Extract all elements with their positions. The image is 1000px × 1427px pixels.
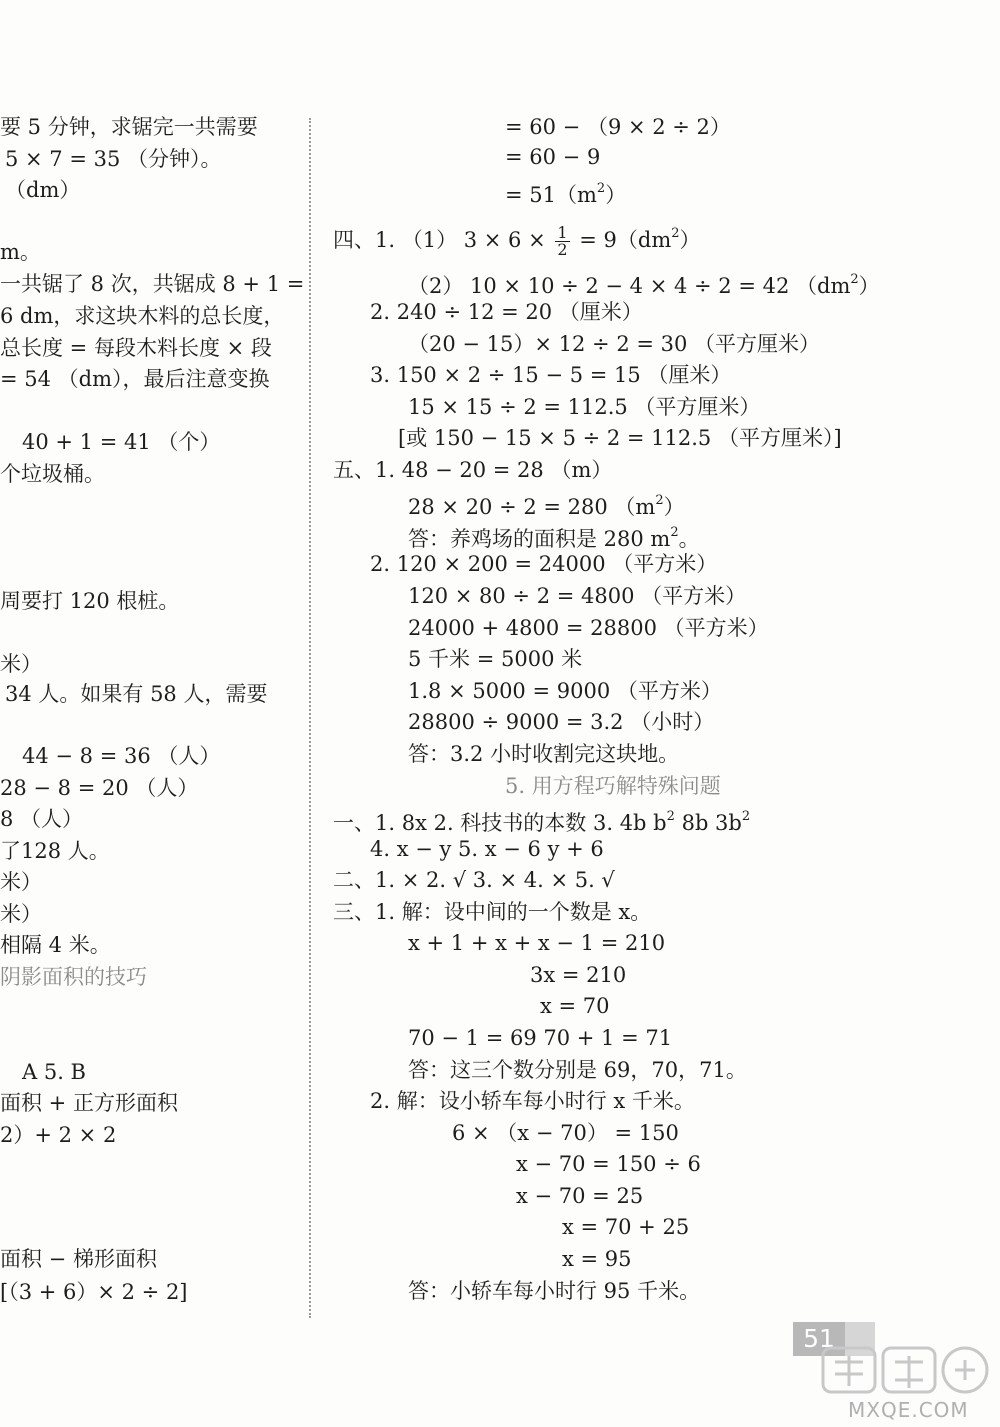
left-section-title: 阴影面积的技巧: [0, 965, 147, 989]
answer-text: 28 × 20 ÷ 2 = 280 （m: [408, 495, 656, 519]
answer-line: 答：这三个数分别是 69，70，71。: [408, 1058, 747, 1082]
answer-line: x = 95: [562, 1247, 632, 1271]
answer-line: [408, 487, 685, 521]
answer-line: （20 − 15）× 12 ÷ 2 = 30 （平方厘米）: [408, 332, 821, 356]
answer-line: 2. 240 ÷ 12 = 20 （厘米）: [370, 300, 643, 324]
answer-line: 答：3.2 小时收割完这块地。: [408, 742, 680, 766]
left-line: 个垃圾桶。: [0, 462, 105, 486]
answer-line: x − 70 = 25: [516, 1184, 644, 1208]
left-line: 5 × 7 = 35 （分钟）。: [5, 147, 222, 171]
section-title: 5. 用方程巧解特殊问题: [505, 774, 721, 798]
answer-line: 28800 ÷ 9000 = 3.2 （小时）: [408, 710, 715, 734]
answer-line: 三、1. 解：设中间的一个数是 x。: [333, 900, 652, 924]
answer-line: 70 − 1 = 69 70 + 1 = 71: [408, 1026, 673, 1050]
superscript: 2: [666, 809, 675, 824]
left-line: 米）: [0, 870, 42, 894]
column-divider: [309, 118, 311, 1318]
answer-text: 答：养鸡场的面积是 280 m: [408, 527, 671, 551]
left-line: 面积 − 梯形面积: [0, 1247, 157, 1271]
answer-line: 3x = 210: [530, 963, 627, 987]
answer-line: x = 70 + 25: [562, 1215, 690, 1239]
left-line: 周要打 120 根桩。: [0, 589, 180, 613]
answer-text: = 9（dm: [579, 228, 672, 252]
left-line: [（3 + 6）× 2 ÷ 2]: [0, 1280, 188, 1304]
answer-line: 5 千米 = 5000 米: [408, 647, 583, 671]
left-line: 28 − 8 = 20 （人）: [0, 776, 199, 800]
fraction-numerator: 1: [557, 223, 568, 242]
answer-line: 4. x − y 5. x − 6 y + 6: [370, 837, 604, 861]
answer-line: x − 70 = 150 ÷ 6: [516, 1152, 701, 1176]
left-line: 总长度 = 每段木料长度 × 段: [0, 336, 272, 360]
answer-line: 24000 + 4800 = 28800 （平方米）: [408, 616, 769, 640]
left-line: A 5. B: [22, 1060, 86, 1084]
answer-line: 2. 120 × 200 = 24000 （平方米）: [370, 552, 718, 576]
answer-line: [408, 519, 700, 553]
left-line: 米）: [0, 902, 42, 926]
fraction: [555, 225, 569, 258]
watermark-url: MXQE.COM: [848, 1398, 969, 1422]
superscript: 2: [741, 809, 751, 824]
left-line: 一共锯了 8 次，共锯成 8 + 1 =: [0, 272, 305, 296]
left-line: 8 （人）: [0, 807, 84, 831]
left-line: 了128 人。: [0, 839, 110, 863]
answer-text: ）: [605, 183, 627, 207]
answer-line: = 60 − 9: [505, 145, 601, 169]
left-line: 相隔 4 米。: [0, 933, 111, 957]
superscript: 2: [850, 272, 859, 287]
answer-line: [333, 803, 750, 837]
answer-line: 1.8 × 5000 = 9000 （平方米）: [408, 679, 722, 703]
left-line: 44 − 8 = 36 （人）: [22, 744, 221, 768]
answer-text: ）: [663, 495, 685, 519]
answer-line: 3. 150 × 2 ÷ 15 − 5 = 15 （厘米）: [370, 363, 732, 387]
left-line: 2）+ 2 × 2: [0, 1123, 117, 1147]
superscript: 2: [596, 181, 606, 196]
left-line: m。: [0, 240, 41, 264]
fraction-denominator: 2: [557, 240, 568, 259]
answer-text: 。: [678, 527, 700, 551]
answer-line: [333, 220, 701, 258]
answer-text: = 51（m: [505, 183, 597, 207]
answer-line: 五、1. 48 − 20 = 28 （m）: [333, 458, 613, 482]
superscript: 2: [655, 493, 664, 508]
answer-line: 二、1. × 2. √ 3. × 4. × 5. √: [333, 868, 615, 892]
page-number: 51: [793, 1322, 845, 1356]
watermark-logo: [815, 1340, 1000, 1400]
answer-line: 2. 解：设小轿车每小时行 x 千米。: [370, 1089, 695, 1113]
answer-text: 四、1. （1） 3 × 6 ×: [333, 228, 546, 252]
answer-line: x + 1 + x + x − 1 = 210: [408, 931, 666, 955]
answer-text: 8b 3b: [674, 811, 742, 835]
answer-text: 一、1. 8x 2. 科技书的本数 3. 4b b: [333, 811, 667, 835]
superscript: 2: [671, 226, 680, 241]
answer-line: 15 × 15 ÷ 2 = 112.5 （平方厘米）: [408, 395, 761, 419]
left-line: = 54 （dm），最后注意变换: [0, 367, 270, 391]
answer-line: 6 × （x − 70） = 150: [452, 1121, 679, 1145]
answer-line: = 60 − （9 × 2 ÷ 2）: [505, 115, 731, 139]
answer-line: 120 × 80 ÷ 2 = 4800 （平方米）: [408, 584, 747, 608]
superscript: 2: [670, 525, 679, 540]
left-line: 6 dm，求这块木料的总长度，: [0, 304, 285, 328]
answer-text: （2） 10 × 10 ÷ 2 − 4 × 4 ÷ 2 = 42 （dm: [408, 274, 851, 298]
answer-line: [或 150 − 15 × 5 ÷ 2 = 112.5 （平方厘米）]: [398, 426, 842, 450]
left-line: 40 + 1 = 41 （个）: [22, 430, 221, 454]
answer-line: [408, 266, 880, 300]
answer-line: 答：小轿车每小时行 95 千米。: [408, 1279, 701, 1303]
answer-text: ）: [679, 228, 701, 252]
answer-text: ）: [858, 274, 880, 298]
left-line: （dm）: [5, 178, 81, 202]
left-line: 要 5 分钟，求锯完一共需要: [0, 115, 258, 139]
left-line: 米）: [0, 652, 42, 676]
left-line: 面积 + 正方形面积: [0, 1091, 178, 1115]
answer-line: x = 70: [540, 994, 610, 1018]
left-line: 34 人。如果有 58 人，需要: [5, 682, 268, 706]
answer-line: [505, 175, 626, 209]
